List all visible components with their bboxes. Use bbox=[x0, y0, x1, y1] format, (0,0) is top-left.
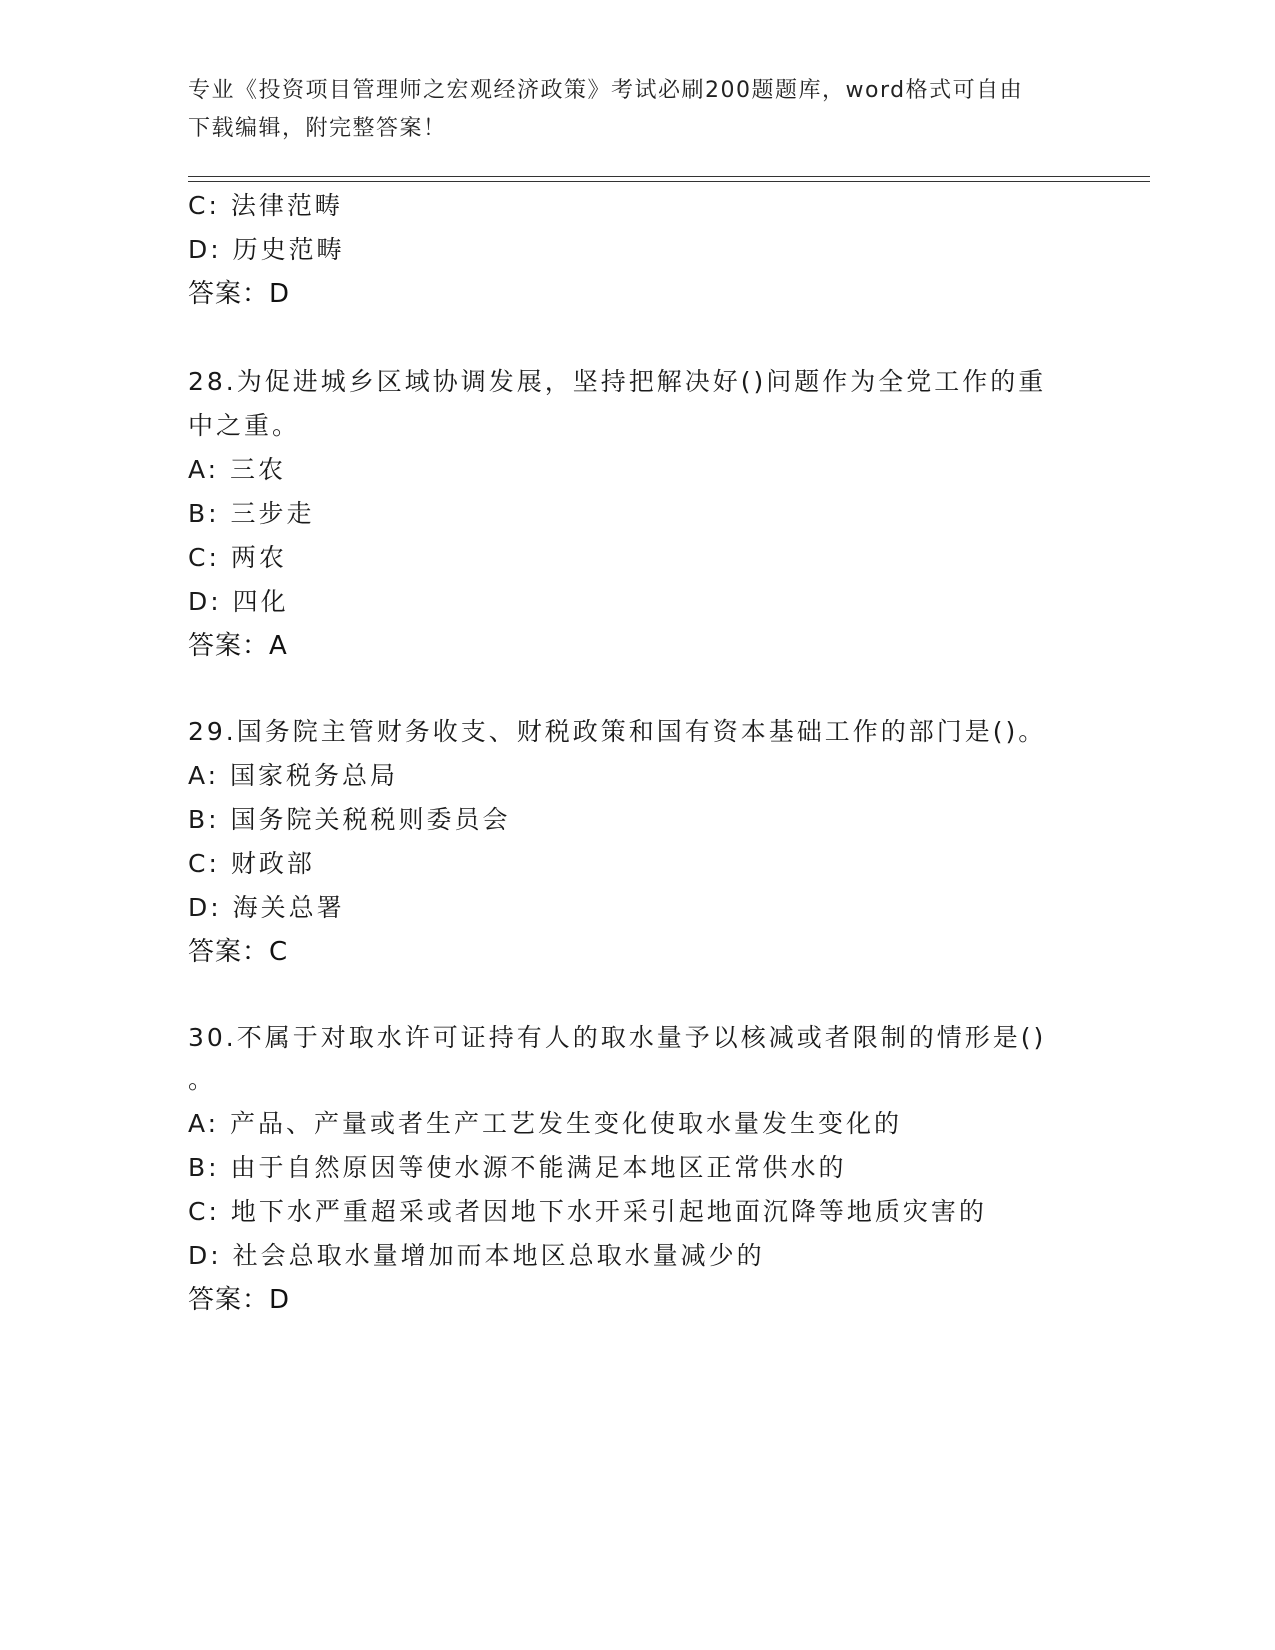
q29-option-a: A: 国家税务总局 bbox=[188, 761, 399, 790]
header-divider-top bbox=[188, 176, 1150, 177]
q30-answer: 答案：D bbox=[188, 1285, 291, 1315]
q29-answer: 答案：C bbox=[188, 937, 289, 967]
q30-option-d: D: 社会总取水量增加而本地区总取水量减少的 bbox=[188, 1241, 765, 1270]
q28-option-c: C: 两农 bbox=[188, 543, 287, 572]
q28-option-a: A: 三农 bbox=[188, 455, 287, 484]
q29-option-d: D: 海关总署 bbox=[188, 893, 345, 922]
q28-stem-line-2: 中之重。 bbox=[188, 411, 301, 440]
prev-option-d: D: 历史范畴 bbox=[188, 235, 345, 264]
header-divider-bottom bbox=[188, 181, 1150, 182]
header-line-1: 专业《投资项目管理师之宏观经济政策》考试必刷200题题库，word格式可自由 bbox=[188, 78, 1024, 103]
q30-stem-line-2: 。 bbox=[188, 1065, 217, 1094]
q30-option-b: B: 由于自然原因等使水源不能满足本地区正常供水的 bbox=[188, 1153, 847, 1182]
q30-option-a: A: 产品、产量或者生产工艺发生变化使取水量发生变化的 bbox=[188, 1109, 903, 1138]
q28-option-b: B: 三步走 bbox=[188, 499, 315, 528]
q29-stem-line-1: 29.国务院主管财务收支、财税政策和国有资本基础工作的部门是()。 bbox=[188, 717, 1047, 746]
prev-answer: 答案：D bbox=[188, 279, 291, 309]
q28-answer: 答案：A bbox=[188, 631, 288, 661]
q28-option-d: D: 四化 bbox=[188, 587, 289, 616]
q30-option-c: C: 地下水严重超采或者因地下水开采引起地面沉降等地质灾害的 bbox=[188, 1197, 987, 1226]
q28-stem-line-1: 28.为促进城乡区域协调发展，坚持把解决好()问题作为全党工作的重 bbox=[188, 367, 1047, 396]
header-line-2: 下载编辑，附完整答案！ bbox=[188, 116, 447, 141]
document-header bbox=[188, 72, 1068, 148]
prev-option-c: C: 法律范畴 bbox=[188, 191, 343, 220]
q29-option-b: B: 国务院关税税则委员会 bbox=[188, 805, 511, 834]
q29-option-c: C: 财政部 bbox=[188, 849, 315, 878]
q30-stem-line-1: 30.不属于对取水许可证持有人的取水量予以核减或者限制的情形是() bbox=[188, 1023, 1047, 1052]
